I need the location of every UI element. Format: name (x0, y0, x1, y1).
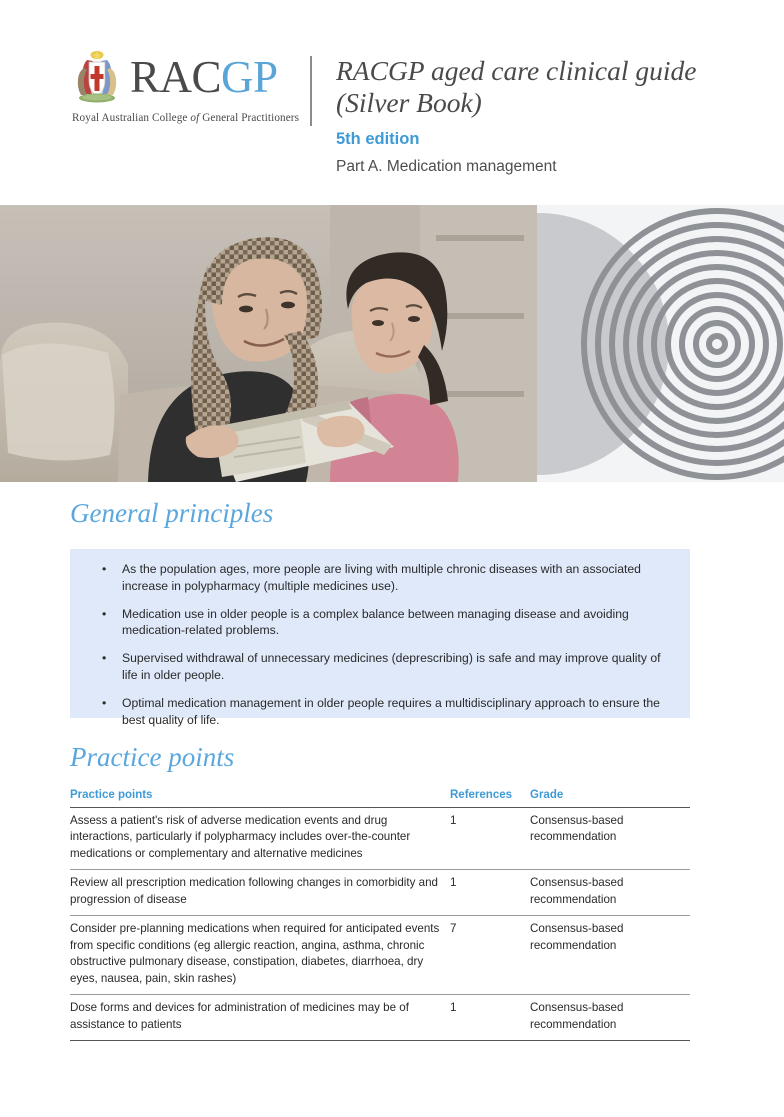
concentric-rings-icon (572, 208, 784, 480)
racgp-tagline (72, 112, 300, 124)
list-item (94, 650, 666, 684)
table-row (70, 995, 690, 1041)
practice-points-table (70, 789, 690, 1041)
cell-references: 1 (450, 870, 530, 916)
title-block (336, 55, 756, 176)
document-title: RACGP aged care clinical guide (Silver Book) (336, 55, 697, 119)
column-header-references: References (450, 789, 513, 801)
header-divider (310, 56, 312, 126)
list-item-text: As the population ages, more people are living with multiple chronic diseases with an associated increase in polypharmacy (multiple medicines use). (122, 562, 641, 593)
cell-practice-point: Consider pre-planning medications when required for anticipated events from specific conditions (eg allergic reaction, angina, asthma, chronic obstructive pulmonary disease, constipation, diabetes, diarrhoea, dry eyes, nausea, pain, skin rashes) (70, 916, 450, 995)
table-header-row (70, 789, 690, 808)
cell-grade: Consensus-based recommendation (530, 995, 690, 1041)
list-item-text: Medication use in older people is a complex balance between managing disease and avoiding medication-related problems. (122, 606, 629, 638)
general-principles-list (94, 561, 666, 729)
list-item-text: Supervised withdrawal of unnecessary medicines (deprescribing) is safe and may improve quality of life in older people. (122, 651, 661, 683)
page-header (0, 0, 784, 205)
cell-grade: Consensus-based recommendation (530, 808, 690, 870)
hero-decorative-graphic (537, 205, 784, 482)
table-row (70, 808, 690, 870)
bullet-glyph: • (102, 695, 107, 710)
list-item (94, 695, 666, 729)
list-item (94, 606, 666, 640)
tagline-pre: Royal Australian College (72, 112, 191, 124)
hero-photo (0, 205, 537, 482)
column-header-practice-points: Practice points (70, 789, 153, 801)
racgp-logo (72, 48, 300, 124)
column-header-grade: Grade (530, 789, 564, 801)
cell-references: 7 (450, 916, 530, 995)
table-row (70, 916, 690, 995)
bullet-glyph: • (102, 651, 107, 666)
document-part: Part A. Medication management (336, 157, 557, 175)
wordmark-gp: GP (221, 51, 278, 102)
cell-grade: Consensus-based recommendation (530, 916, 690, 995)
tagline-post: General Practitioners (199, 112, 300, 124)
racgp-wordmark (130, 51, 278, 102)
racgp-crest-icon (72, 48, 122, 106)
list-item-text: Optimal medication management in older people requires a multidisciplinary approach to ensure the best quality of life. (122, 695, 660, 727)
bullet-glyph: • (102, 562, 107, 576)
practice-points-heading: Practice points (70, 742, 235, 772)
hero-banner (0, 205, 784, 482)
hero-photo-illustration (0, 205, 537, 482)
table-row (70, 870, 690, 916)
cell-references: 1 (450, 995, 530, 1041)
cell-practice-point: Review all prescription medication following changes in comorbidity and progression of disease (70, 870, 450, 916)
general-principles-heading: General principles (70, 498, 274, 528)
bullet-glyph: • (102, 606, 107, 621)
wordmark-rac: RAC (130, 51, 222, 102)
list-item (94, 561, 666, 595)
cell-practice-point: Assess a patient's risk of adverse medication events and drug interactions, particularly if polypharmacy includes over-the-counter medications or complementary and alternative medicines (70, 808, 450, 870)
cell-grade: Consensus-based recommendation (530, 870, 690, 916)
cell-references: 1 (450, 808, 530, 870)
general-principles-panel (70, 549, 690, 727)
cell-practice-point: Dose forms and devices for administration of medicines may be of assistance to patients (70, 995, 450, 1041)
tagline-italic: of (190, 112, 200, 124)
document-edition: 5th edition (336, 129, 420, 148)
